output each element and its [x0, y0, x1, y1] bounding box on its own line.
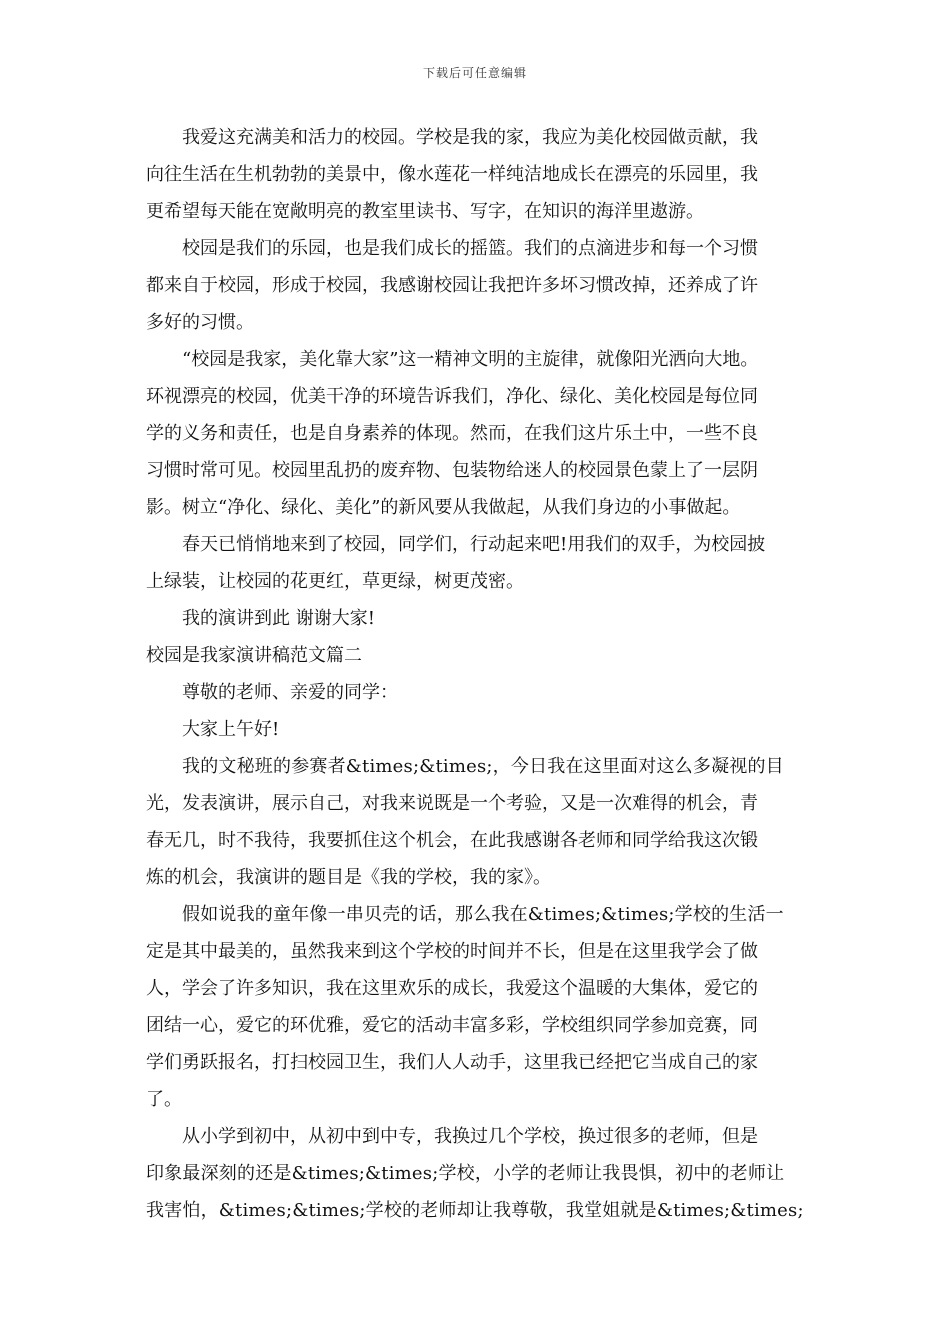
text-line: 我爱这充满美和活力的校园。学校是我的家，我应为美化校园做贡献，我	[182, 127, 758, 148]
text-line: 我的演讲到此 谢谢大家!	[182, 608, 375, 629]
text-line: 印象最深刻的还是&times;&times;学校，小学的老师让我畏惧，初中的老师让	[146, 1163, 785, 1184]
text-line: 光，发表演讲，展示自己，对我来说既是一个考验，又是一次难得的机会，青	[146, 793, 758, 814]
text-line: 都来自于校园，形成于校园，我感谢校园让我把许多坏习惯改掉，还养成了许	[146, 275, 758, 296]
text-line: 团结一心，爱它的环优雅，爱它的活动丰富多彩，学校组织同学参加竞赛，同	[146, 1015, 758, 1036]
text-line: 大家上午好!	[182, 719, 280, 740]
text-line: 我的文秘班的参赛者&times;&times;，今日我在这里面对这么多凝视的目	[182, 756, 784, 777]
text-line: 了。	[146, 1089, 182, 1110]
text-line: 从小学到初中，从初中到中专，我换过几个学校，换过很多的老师，但是	[182, 1126, 758, 1147]
text-line: 影。树立“净化、绿化、美化”的新风要从我做起，从我们身边的小事做起。	[146, 497, 741, 518]
text-line: 更希望每天能在宽敞明亮的教室里读书、写字，在知识的海洋里遨游。	[146, 201, 704, 222]
text-line: 尊敬的老师、亲爱的同学：	[182, 682, 398, 703]
text-line: “校园是我家，美化靠大家”这一精神文明的主旋律，就像阳光洒向大地。	[182, 349, 759, 370]
text-line: 定是其中最美的，虽然我来到这个学校的时间并不长，但是在这里我学会了做	[146, 941, 758, 962]
text-line: 环视漂亮的校园，优美干净的环境告诉我们，净化、绿化、美化校园是每位同	[146, 386, 758, 407]
text-line: 春天已悄悄地来到了校园，同学们，行动起来吧!用我们的双手，为校园披	[182, 534, 766, 555]
text-line: 我害怕，&times;&times;学校的老师却让我尊敬，我堂姐就是&times;&times;	[146, 1200, 804, 1221]
text-line: 假如说我的童年像一串贝壳的话，那么我在&times;&times;学校的生活一	[182, 904, 784, 925]
text-line: 人，学会了许多知识，我在这里欢乐的成长，我爱这个温暖的大集体，爱它的	[146, 978, 758, 999]
text-line: 校园是我们的乐园，也是我们成长的摇篮。我们的点滴进步和每一个习惯	[182, 238, 758, 259]
text-line: 炼的机会，我演讲的题目是《我的学校，我的家》。	[146, 867, 551, 888]
page-header-note: 下载后可任意编辑	[422, 66, 527, 80]
text-line: 习惯时常可见。校园里乱扔的废弃物、包装物给迷人的校园景色蒙上了一层阴	[146, 460, 758, 481]
text-line: 向往生活在生机勃勃的美景中，像水莲花一样纯洁地成长在漂亮的乐园里，我	[146, 164, 758, 185]
text-line: 学的义务和责任，也是自身素养的体现。然而，在我们这片乐土中，一些不良	[146, 423, 758, 444]
text-line: 上绿装，让校园的花更红，草更绿，树更茂密。	[146, 571, 524, 592]
document-body	[146, 119, 812, 1229]
section-title: 校园是我家演讲稿范文篇二	[146, 645, 362, 666]
text-line: 多好的习惯。	[146, 312, 254, 333]
text-line: 春无几，时不我待，我要抓住这个机会，在此我感谢各老师和同学给我这次锻	[146, 830, 758, 851]
text-line: 学们勇跃报名，打扫校园卫生，我们人人动手，这里我已经把它当成自己的家	[146, 1052, 758, 1073]
